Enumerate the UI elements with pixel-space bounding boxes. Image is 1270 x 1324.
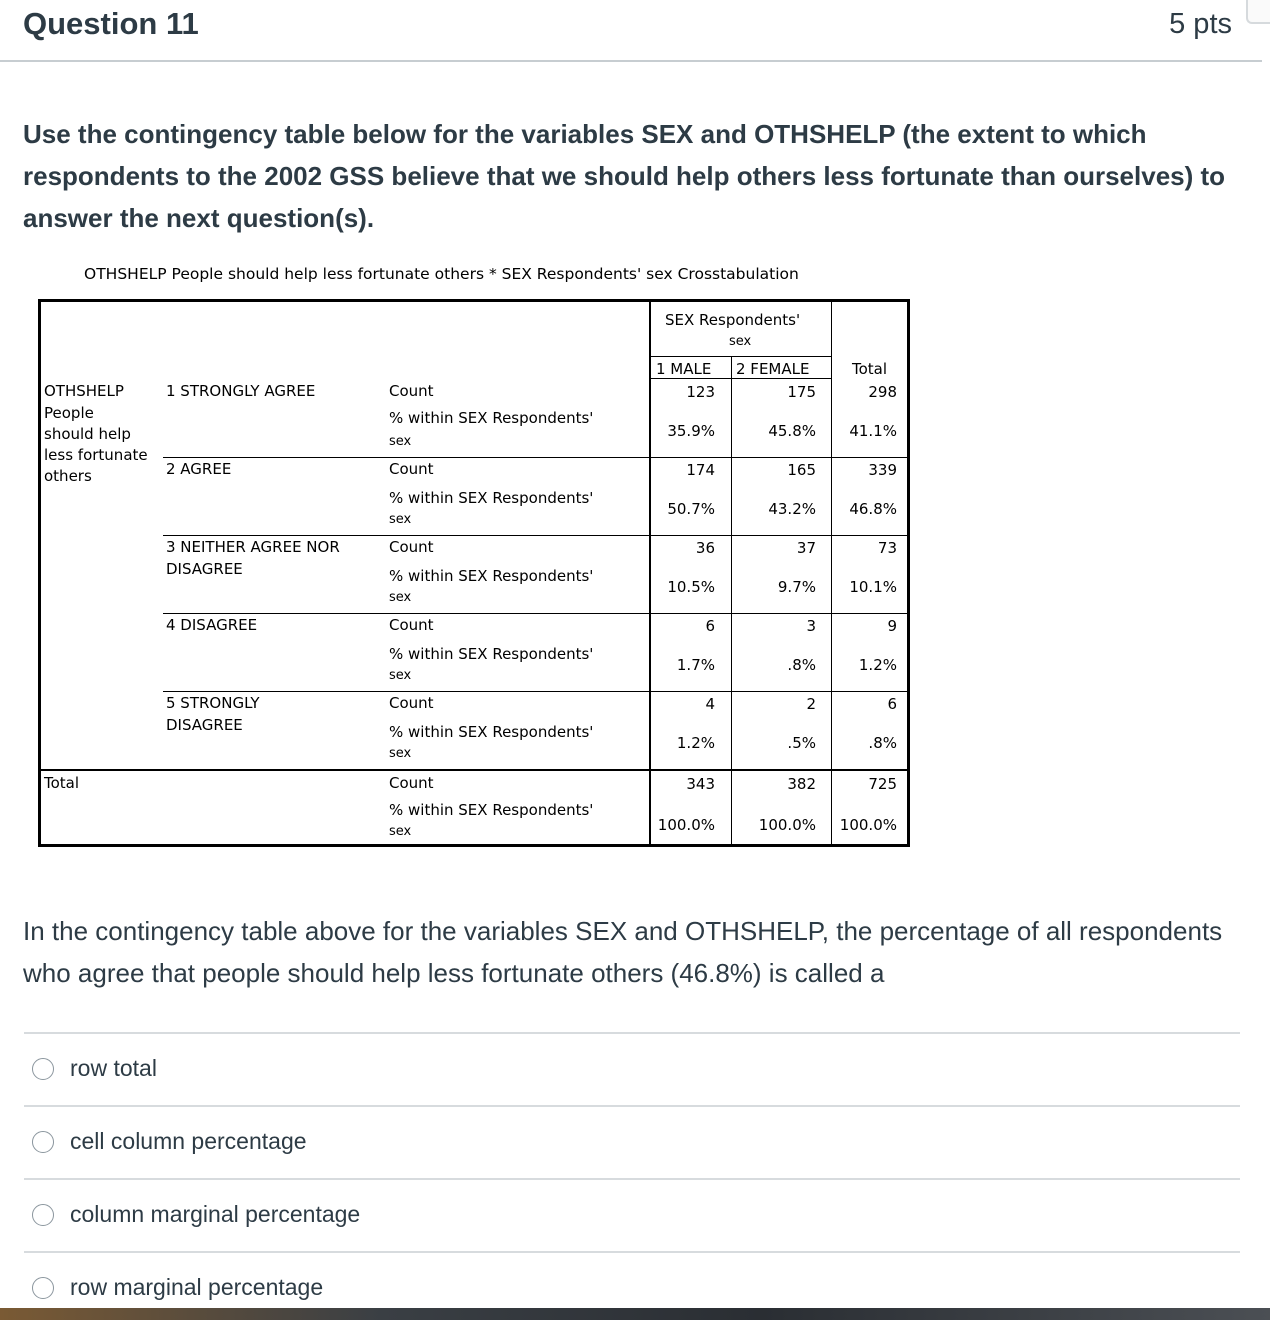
cell-pct: .8% xyxy=(868,734,897,752)
stat-label-pct-sub: sex xyxy=(389,512,412,527)
answer-list xyxy=(24,1032,1240,1324)
cell-pct: 35.9% xyxy=(667,422,715,440)
row-var-label: OTHSHELP xyxy=(44,382,124,400)
cell-count: 165 xyxy=(787,461,816,479)
stat-label-pct: % within SEX Respondents' xyxy=(389,567,594,585)
cell-pct: 45.8% xyxy=(768,422,816,440)
stat-label-count: Count xyxy=(389,460,434,478)
stat-label-count: Count xyxy=(389,694,434,712)
cell-pct: 100.0% xyxy=(839,816,897,834)
cell-count: 2 xyxy=(806,695,816,713)
answer-label[interactable]: row total xyxy=(70,1055,157,1081)
bottom-edge-bar xyxy=(0,1308,1270,1320)
question-title: Question 11 xyxy=(23,6,199,41)
cell-count: 6 xyxy=(705,617,715,635)
stat-label-pct-sub: sex xyxy=(389,746,412,761)
cell-pct: 10.1% xyxy=(849,578,897,596)
cell-count: 382 xyxy=(787,775,816,793)
cell-pct: 100.0% xyxy=(758,816,816,834)
stat-label-pct-sub: sex xyxy=(389,590,412,605)
cell-count: 73 xyxy=(877,539,897,557)
cell-pct: 9.7% xyxy=(777,578,816,596)
cell-count: 6 xyxy=(887,695,897,713)
cell-pct: 43.2% xyxy=(768,500,816,518)
cell-count: 339 xyxy=(868,461,897,479)
row-label: 5 STRONGLY xyxy=(166,694,260,712)
question-text: In the contingency table above for the variables SEX and OTHSHELP, the percentage of all respondents who agree that people should help less fortunate others (46.8%) is called a xyxy=(23,916,1223,988)
stat-label-pct: % within SEX Respondents' xyxy=(389,409,594,427)
cell-count: 36 xyxy=(695,539,715,557)
col-group-label: SEX Respondents' xyxy=(665,311,801,329)
row-var-label: less fortunate xyxy=(44,446,148,464)
question-intro: Use the contingency table below for the variables SEX and OTHSHELP (the extent to which respondents to the 2002 GSS believe that we should help others less fortunate than ourselves) to answer the next question(s). xyxy=(23,119,1226,233)
cell-count: 123 xyxy=(686,383,715,401)
question-header xyxy=(0,0,1262,62)
col-header-total: Total xyxy=(852,360,888,378)
cell-count: 174 xyxy=(686,461,715,479)
col-group-label-sub: sex xyxy=(729,334,752,349)
stat-label-count: Count xyxy=(389,616,434,634)
table-caption: OTHSHELP People should help less fortunate others * SEX Respondents' sex Crosstabulation xyxy=(84,265,799,283)
answer-label[interactable]: cell column percentage xyxy=(70,1128,307,1154)
cell-pct: .8% xyxy=(787,656,816,674)
row-label: 2 AGREE xyxy=(166,460,232,478)
cell-count: 4 xyxy=(705,695,715,713)
grid-line xyxy=(163,535,910,536)
grid-line xyxy=(731,357,732,847)
stat-label-pct: % within SEX Respondents' xyxy=(389,801,594,819)
row-label: DISAGREE xyxy=(166,716,243,734)
answer-label[interactable]: row marginal percentage xyxy=(70,1274,324,1300)
cell-count: 298 xyxy=(868,383,897,401)
grid-line xyxy=(649,356,831,357)
cell-count: 3 xyxy=(806,617,816,635)
cell-pct: .5% xyxy=(787,734,816,752)
cell-pct: 46.8% xyxy=(849,500,897,518)
stat-label-pct: % within SEX Respondents' xyxy=(389,489,594,507)
radio-button[interactable] xyxy=(32,1204,54,1226)
cell-count: 9 xyxy=(887,617,897,635)
stat-label-count: Count xyxy=(389,382,434,400)
row-label: 3 NEITHER AGREE NOR xyxy=(166,538,340,556)
cell-pct: 50.7% xyxy=(667,500,715,518)
answer-label[interactable]: column marginal percentage xyxy=(70,1201,361,1227)
col-header-female: 2 FEMALE xyxy=(736,360,810,378)
grid-line xyxy=(163,457,910,458)
question-points: 5 pts xyxy=(1169,8,1232,40)
stat-label-pct: % within SEX Respondents' xyxy=(389,645,594,663)
grid-line xyxy=(163,613,910,614)
total-label: Total xyxy=(44,774,80,792)
row-var-label: should help xyxy=(44,425,131,443)
stat-label-pct-sub: sex xyxy=(389,824,412,839)
cell-pct: 41.1% xyxy=(849,422,897,440)
cell-pct: 1.7% xyxy=(676,656,715,674)
grid-line xyxy=(649,378,831,379)
row-label: DISAGREE xyxy=(166,560,243,578)
cell-count: 175 xyxy=(787,383,816,401)
row-var-label: People xyxy=(44,404,94,422)
stat-label-pct-sub: sex xyxy=(389,434,412,449)
cell-pct: 100.0% xyxy=(657,816,715,834)
grid-line xyxy=(163,691,910,692)
cell-pct: 1.2% xyxy=(858,656,897,674)
row-label: 4 DISAGREE xyxy=(166,616,258,634)
stat-label-count: Count xyxy=(389,538,434,556)
stat-label-count: Count xyxy=(389,774,434,792)
crosstab-table xyxy=(38,299,910,847)
cell-count: 37 xyxy=(796,539,816,557)
row-var-label: others xyxy=(44,467,92,485)
cell-count: 725 xyxy=(868,775,897,793)
cell-pct: 1.2% xyxy=(676,734,715,752)
answer-option[interactable] xyxy=(24,1178,1240,1251)
panel-corner xyxy=(1246,0,1270,24)
stat-label-pct-sub: sex xyxy=(389,668,412,683)
cell-pct: 10.5% xyxy=(667,578,715,596)
radio-button[interactable] xyxy=(32,1277,54,1299)
row-label: 1 STRONGLY AGREE xyxy=(166,382,316,400)
col-header-male: 1 MALE xyxy=(656,360,712,378)
radio-button[interactable] xyxy=(32,1131,54,1153)
grid-line xyxy=(41,769,910,771)
answer-option[interactable] xyxy=(24,1032,1240,1105)
grid-line xyxy=(649,302,651,847)
radio-button[interactable] xyxy=(32,1058,54,1080)
cell-count: 343 xyxy=(686,775,715,793)
answer-option[interactable] xyxy=(24,1105,1240,1178)
grid-line xyxy=(831,302,832,847)
stat-label-pct: % within SEX Respondents' xyxy=(389,723,594,741)
